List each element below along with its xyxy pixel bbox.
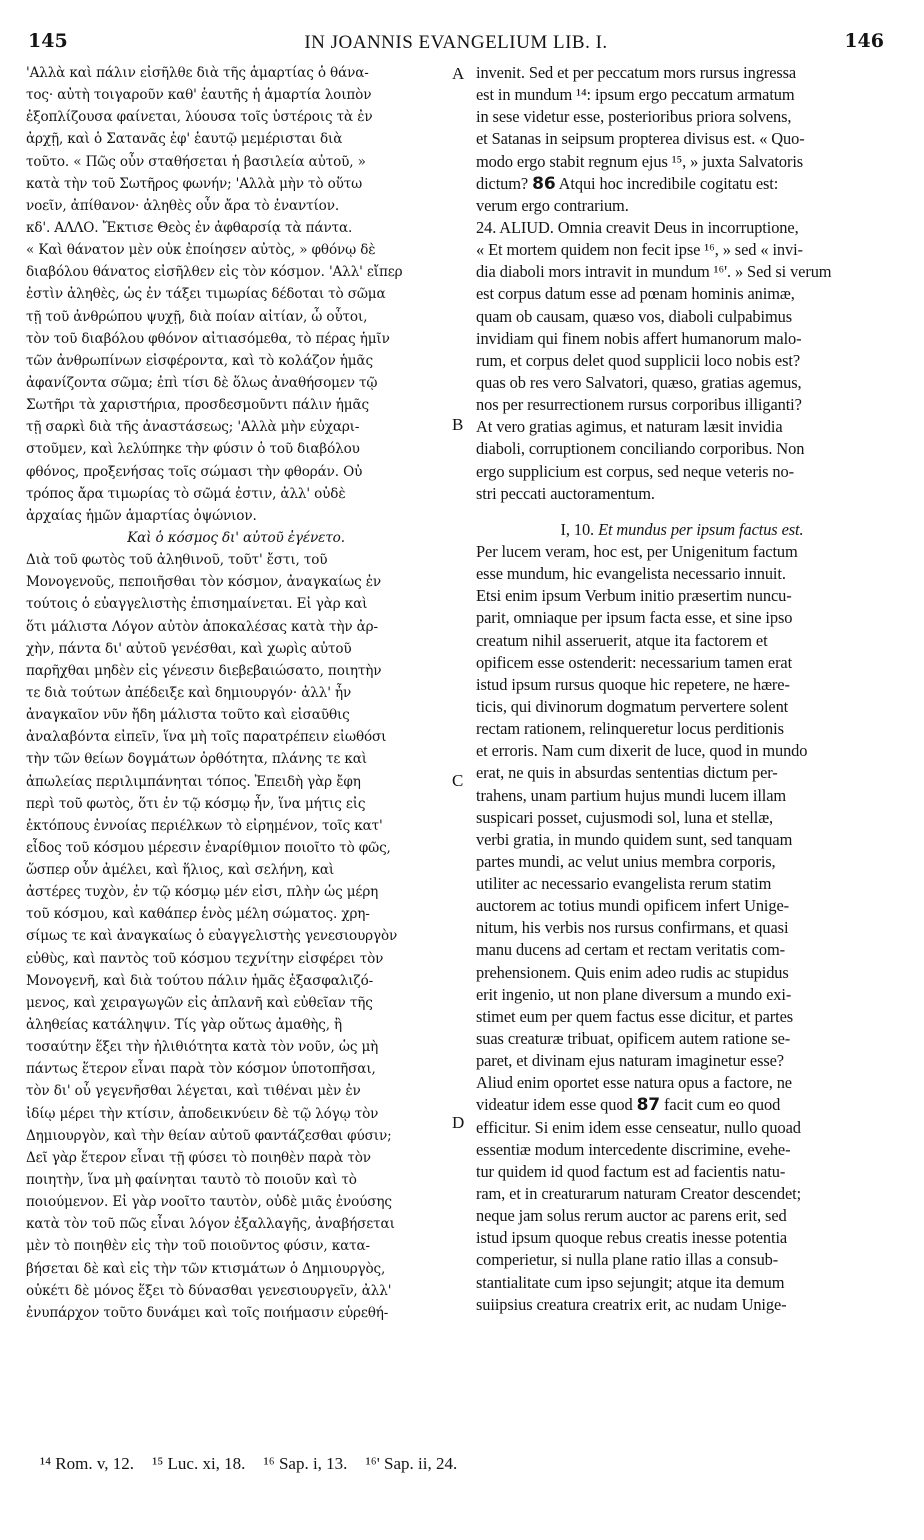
greek-line: τρόπος ἄρα τιμωρίας τὸ σῶμά ἐστιν, ἀλλ' οὐδὲ [26, 485, 346, 502]
latin-line: erit ingenio, ut non plane diversum a mundo exi- [476, 984, 792, 1004]
greek-line: πάντως ἕτερον εἶναι παρὰ τὸν κόσμον ὑποτοπῆσαι, [26, 1061, 376, 1078]
latin-line: ticis, qui divinorum dogmatum pervertere solent [476, 696, 789, 716]
latin-line: quam ob causam, quæso vos, diaboli culpabimus [476, 306, 792, 326]
margin-letter-a: A [452, 64, 465, 83]
latin-line: dia diaboli mors intravit in mundum ¹⁶'. » Sed si verum [476, 262, 832, 282]
greek-line: Μονογενοῦς, πεποιῆσθαι τὸν κόσμον, ἀναγκαίως ἐν [26, 574, 382, 591]
latin-line: rum, et corpus delet quod supplicii loco nobis est? [476, 350, 801, 370]
greek-line: τῇ σαρκὶ διὰ τῆς ἀναστάσεως; 'Αλλὰ μὴν εὐχαρι- [26, 419, 360, 436]
latin-line: comperietur, si nulla plane ratio illas a consub- [476, 1250, 779, 1270]
greek-line: ἰδίῳ μέρει τὴν κτίσιν, ἀποδεικνύειν δὲ τῷ λόγῳ τὸν [26, 1105, 379, 1122]
latin-line: nos per resurrectionem rursus corporibus illiganti? [476, 395, 802, 415]
footnotes [40, 1454, 900, 1480]
latin-line: essentiæ modum intercedente discrimine, evehe- [476, 1139, 791, 1159]
greek-line: ἐστὶν ἀληθὲς, ὡς ἐν τάξει τιμωρίας δέδοται τὸ σῶμα [26, 286, 386, 303]
greek-line: οὐκέτι δὲ μόνος ἕξει τὸ δύνασθαι γενεσιουργεῖν, ἀλλ' [26, 1282, 392, 1299]
latin-line: opificem esse ostenderit: necessarium tamen erat [476, 652, 793, 672]
greek-text-block-b [26, 549, 446, 1324]
latin-line: invidiam qui finem nobis affert humanorum malo- [476, 328, 802, 348]
column-number-87: 87 [636, 1095, 661, 1116]
greek-line: τὸν τοῦ διαβόλου φθόνον αἰτιασόμεθα, τὸ πέρας ἡμῖν [26, 330, 390, 347]
latin-line: tur quidem id quod factum est ad facientis natu- [476, 1161, 786, 1181]
greek-line: ἐκτόπους ἐννοίας περιέλκων τὸ εἰρημένον, τοῖς κατ' [26, 817, 383, 834]
latin-line: suiipsius creatura creatrix erit, ac nudam Unige- [476, 1294, 787, 1314]
latin-line: invenit. Sed et per peccatum mors rursus ingressa [476, 63, 797, 82]
greek-line: Δεῖ γὰρ ἕτερον εἶναι τῇ φύσει τὸ ποιηθὲν παρὰ τὸν [26, 1149, 371, 1166]
latin-line: Per lucem veram, hoc est, per Unigenitum factum [476, 541, 798, 561]
greek-line: παρῆχθαι μηδὲν εἰς γένεσιν διεβεβαιώσατο, ποιητὴν [26, 662, 382, 679]
greek-line: τοῦ κόσμου, καὶ καθάπερ ἑνὸς μέλη σώματος. χρη- [26, 906, 370, 923]
latin-line: At vero gratias agimus, et naturam læsit invidia [476, 417, 783, 437]
latin-line: prehensionem. Quis enim adeo rudis ac stupidus [476, 962, 789, 982]
latin-text-block-b [476, 195, 888, 505]
latin-text-block-d [476, 1117, 888, 1316]
greek-line: κδ'. ΑΛΛΟ. Ἔκτισε Θεὸς ἐν ἀφθαρσίᾳ τὰ πάντα. [26, 219, 353, 236]
latin-line: stri peccati auctoramentum. [476, 483, 655, 503]
greek-line: κατὰ τὸν τοῦ πῶς εἶναι λόγον ἐξαλλαγῆς, ἀναβήσεται [26, 1216, 395, 1233]
greek-line: ἀναγκαῖον νῦν ἤδη μάλιστα τοῦτο καὶ εἰσαῦθις [26, 707, 350, 724]
latin-text: dictum? [476, 173, 529, 193]
latin-line: neque jam solus rerum auctor ac parens erit, sed [476, 1206, 787, 1226]
greek-line: τὴν τῶν θείων δογμάτων ὀρθότητα, πλάνης τε καὶ [26, 751, 367, 768]
greek-line: νοεῖν, ἀπίθανον· ἀληθὲς οὖν ἄρα τὸ ἐναντίον. [26, 197, 339, 214]
latin-line: diaboli, corruptionem conciliando corporibus. Non [476, 439, 805, 459]
greek-line: τῇ τοῦ ἀνθρώπου ψυχῇ, διὰ ποίαν αἰτίαν, ὦ οὗτοι, [26, 308, 368, 325]
greek-line: ἐνυπάρχον τοῦτο δυνάμει καὶ τοῖς ποιήμασιν εὑρεθή- [26, 1304, 389, 1321]
greek-lemma: Καὶ ὁ κόσμος δι' αὐτοῦ ἐγένετο. [127, 529, 345, 546]
greek-line: Διὰ τοῦ φωτὸς τοῦ ἀληθινοῦ, τοῦτ' ἔστι, τοῦ [26, 552, 328, 569]
greek-line: « Καὶ θάνατον μὲν οὐκ ἐποίησεν αὐτὸς, » φθόνῳ δὲ [26, 242, 376, 259]
greek-line: ἀπωλείας περιλιμπάνηται τόπος. Ἐπειδὴ γὰρ ἔφη [26, 773, 361, 790]
latin-line: verbi gratia, in mundo quidem sunt, sed tanquam [476, 829, 793, 849]
greek-line: σίμως τε καὶ ἀναγκαίως ὁ εὐαγγελιστὴς γενεσιουργὸν [26, 928, 398, 945]
latin-lemma [476, 519, 888, 541]
greek-line: μὲν τὸ ποιηθὲν εἰς τὴν τοῦ ποιοῦντος φύσιν, κατα- [26, 1238, 370, 1255]
latin-text-block-a [476, 62, 888, 173]
greek-line: μενος, καὶ χειραγωγῶν εἰς ἀπλανῆ καὶ εὐθεῖαν τῆς [26, 994, 373, 1011]
greek-line: ὅτι μάλιστα Λόγον αὐτὸν ἀποκαλέσας κατὰ τὴν ἀρ- [26, 618, 378, 635]
greek-line: ἀναλαβόντα εἰπεῖν, ἵνα μὴ τοῖς παρατρέπειν εἰωθόσι [26, 729, 387, 746]
left-page-number: 145 [28, 30, 68, 52]
greek-line: τος· αὐτὴ τοιγαροῦν καθ' ἑαυτῆς ἡ ἁμαρτία λοιπὸν [26, 87, 372, 104]
latin-line: suas creaturæ tribuat, opificem autem ratione se- [476, 1029, 791, 1049]
greek-line: διαβόλου θάνατος εἰσῆλθεν εἰς τὸν κόσμον. 'Αλλ' εἴπερ [26, 264, 403, 281]
greek-line: τὸν δι' οὗ γεγενῆσθαι λέγεται, καὶ τιθέναι μὲν ἐν [26, 1083, 361, 1100]
latin-line: 24. ALIUD. Omnia creavit Deus in incorruptione, [476, 217, 799, 237]
latin-text: Atqui hoc incredibile cogitatu est: [558, 173, 779, 193]
latin-line: est corpus datum esse ad pœnam hominis animæ, [476, 284, 795, 304]
greek-line: ἀφανίζοντα σῶμα; ἐπὶ τίσι δὲ ὅλως ἀναθήσομεν τῷ [26, 374, 378, 391]
latin-line: verum ergo contrarium. [476, 195, 629, 215]
latin-column [476, 62, 888, 1316]
greek-line: Μονογενῆ, καὶ διὰ τούτου πάλιν ἡμᾶς ἐξασφαλιζό- [26, 972, 374, 989]
footnote-15: ¹⁵ Luc. xi, 18. [152, 1454, 246, 1473]
lemma-text: Et mundus per ipsum factus est. [598, 519, 804, 539]
latin-line: rectam rationem, relinqueretur locus perditionis [476, 719, 784, 739]
latin-line: Etsi enim ipsum Verbum initio præsertim nuncu- [476, 586, 792, 606]
greek-line: ἐξοπλίζουσα φαίνεται, λύουσα τοῖς ὑστέροις τὰ ἐν [26, 109, 373, 126]
latin-line: « Et mortem quidem non fecit ipse ¹⁶, » sed « invi- [476, 240, 803, 260]
latin-text: videatur idem esse quod [476, 1095, 633, 1115]
greek-line: κατὰ τὴν τοῦ Σωτῆρος φωνήν; 'Αλλὰ μὴν τὸ οὕτω [26, 175, 363, 192]
footnote-16: ¹⁶ Sap. i, 13. [263, 1454, 348, 1473]
latin-line: nitum, his verbis nos rursus confirmans, et quasi [476, 918, 789, 938]
latin-line: creatum nihil asseruerit, atque ita factorem et [476, 630, 768, 650]
greek-line: Σωτῆρι τὰ χαριστήρια, προσδεσμοῦντι πάλιν ἡμᾶς [26, 397, 369, 414]
latin-line: paret, et divinam ejus naturam imaginetur esse? [476, 1051, 784, 1071]
greek-line: βήσεται δὲ καὶ εἰς τὴν τῶν κτισμάτων ὁ Δημιουργὸς, [26, 1260, 386, 1277]
column-number-86: 86 [532, 173, 556, 194]
greek-line: τε διὰ τούτων ἀπέδειξε καὶ δημιουργόν· ἀλλ' ἦν [26, 684, 352, 701]
latin-line: utiliter ac necessario evangelista rerum statim [476, 874, 772, 894]
latin-line: auctorem ac totius mundi opificem infert Unige- [476, 896, 789, 916]
margin-letter-c: C [452, 771, 464, 790]
latin-line: istud ipsum rursus quoque hic repetere, ne hære- [476, 674, 790, 694]
greek-line: χὴν, πάντα δι' αὐτοῦ γενέσθαι, καὶ χωρὶς αὐτοῦ [26, 640, 352, 657]
footnote-14: ¹⁴ Rom. v, 12. [40, 1454, 134, 1473]
latin-line: parit, omniaque per ipsum facta esse, et sine ipso [476, 608, 793, 628]
greek-line: τοσαύτην ἕξει τὴν ἠλιθιότητα κατὰ τὸν νοῦν, ὡς μὴ [26, 1039, 379, 1056]
greek-line: ἀρχαίας ἡμῶν ἁμαρτίας ὀψώνιον. [26, 507, 257, 524]
latin-line: ram, et in creaturarum naturam Creator descendet; [476, 1184, 802, 1204]
greek-line: περὶ τοῦ φωτὸς, ὅτι ἐν τῷ κόσμῳ ἦν, ἵνα μήτις εἰς [26, 795, 366, 812]
latin-line: partes mundi, ac velut unius membra corporis, [476, 851, 776, 871]
latin-line: est in mundum ¹⁴: ipsum ergo peccatum armatum [476, 85, 795, 105]
latin-line-column-mark-86 [476, 173, 888, 195]
latin-line: in sese videtur esse, posterioribus priora solvens, [476, 107, 792, 127]
latin-line: Aliud enim oportet esse natura opus a factore, ne [476, 1073, 792, 1093]
latin-line: stantialitate cum ipso sejungit; atque ita demum [476, 1272, 785, 1292]
greek-column [26, 62, 446, 1324]
latin-line-column-mark-87 [476, 1094, 888, 1116]
greek-line: τούτοις ὁ εὐαγγελιστὴς ἐπισημαίνεται. Εἰ γὰρ καὶ [26, 596, 368, 613]
greek-line: ἀληθείας κατάληψιν. Τίς γὰρ οὕτως ἀμαθὴς, ἢ [26, 1017, 343, 1034]
latin-text: facit cum eo quod [664, 1095, 781, 1115]
latin-line: trahens, unam partium hujus mundi lucem illam [476, 785, 787, 805]
latin-text-block-c [476, 541, 888, 1095]
latin-line: stimet eum per quem factus esse dicitur, et partes [476, 1006, 794, 1026]
right-page-number: 146 [844, 30, 884, 52]
latin-line: suspicari posset, cujusmodi sol, luna et stellæ, [476, 807, 774, 827]
greek-line: εὐθὺς, καὶ παντὸς τοῦ κόσμου τεχνίτην εἰσφέρει τὸν [26, 950, 384, 967]
margin-letter-b: B [452, 415, 464, 434]
greek-line: στοῦμεν, καὶ λελύπηκε τὴν φύσιν ὁ τοῦ διαβόλου [26, 441, 360, 458]
greek-line: τοῦτο. « Πῶς οὖν σταθήσεται ἡ βασιλεία αὐτοῦ, » [26, 153, 366, 170]
latin-line: manu ducens ad certam et rectam veritatis com- [476, 940, 785, 960]
running-title: IN JOANNIS EVANGELIUM LIB. I. [304, 32, 608, 53]
section-gap [476, 505, 888, 519]
latin-line: modo ergo stabit regnum ejus ¹⁵, » juxta Salvatoris [476, 151, 804, 171]
greek-line: Δημιουργὸν, καὶ τὴν θείαν αὐτοῦ φαντάζεσθαι φύσιν; [26, 1127, 392, 1144]
greek-line: ποιούμενον. Εἰ γὰρ νοοῖτο ταυτὸν, οὐδὲ μιᾶς ἐνούσης [26, 1194, 392, 1211]
greek-text-block-a [26, 62, 446, 527]
greek-line: ἀστέρες τυχὸν, ἐν τῷ κόσμῳ μέν εἰσι, πλὴν ὡς μέρη [26, 884, 379, 901]
running-header [28, 30, 884, 58]
latin-line: et Satanas in seipsum propterea divisus est. « Quo- [476, 129, 805, 149]
lemma-reference: I, 10. [560, 519, 595, 539]
latin-line: ergo supplicium est corpus, sed neque veteris no- [476, 461, 794, 481]
greek-line: ὥσπερ οὖν ἀμέλει, καὶ ἥλιος, καὶ σελήνη, καὶ [26, 862, 335, 879]
greek-line: ποιητὴν, ἵνα μὴ φαίνηται ταυτὸ τὸ ποιοῦν καὶ τὸ [26, 1172, 357, 1189]
greek-line: 'Αλλὰ καὶ πάλιν εἰσῆλθε διὰ τῆς ἁμαρτίας ὁ θάνα- [26, 65, 369, 81]
latin-line: istud ipsum quoque rebus creatis inesse potentia [476, 1228, 788, 1248]
margin-letter-d: D [452, 1113, 465, 1132]
latin-line: efficitur. Si enim idem esse censeatur, nullo quoad [476, 1117, 801, 1137]
greek-line: εἶδος τοῦ κόσμου μέρεσιν ἐναρίθμιον ποιοῖτο τὸ φῶς, [26, 839, 391, 856]
latin-line: et erroris. Nam cum dixerit de luce, quod in mundo [476, 741, 808, 761]
latin-line: erat, ne quis in absurdas sententias dictum per- [476, 763, 778, 783]
greek-line: ἀρχῇ, καὶ ὁ Σατανᾶς ἐφ' ἑαυτῷ μεμέρισται διὰ [26, 131, 343, 148]
greek-line: φθόνος, προξενήσας τοῖς σώμασι τὴν φθοράν. Οὐ [26, 463, 363, 480]
latin-line: esse mundum, hic evangelista necessario innuit. [476, 564, 786, 584]
latin-line: quas ob res vero Salvatori, quæso, gratias agemus, [476, 372, 802, 392]
greek-line: τῶν ἀνθρωπίνων εἰσφέροντα, καὶ τὸ κολάζον ἡμᾶς [26, 352, 373, 369]
footnote-16b: ¹⁶' Sap. ii, 24. [365, 1454, 458, 1473]
